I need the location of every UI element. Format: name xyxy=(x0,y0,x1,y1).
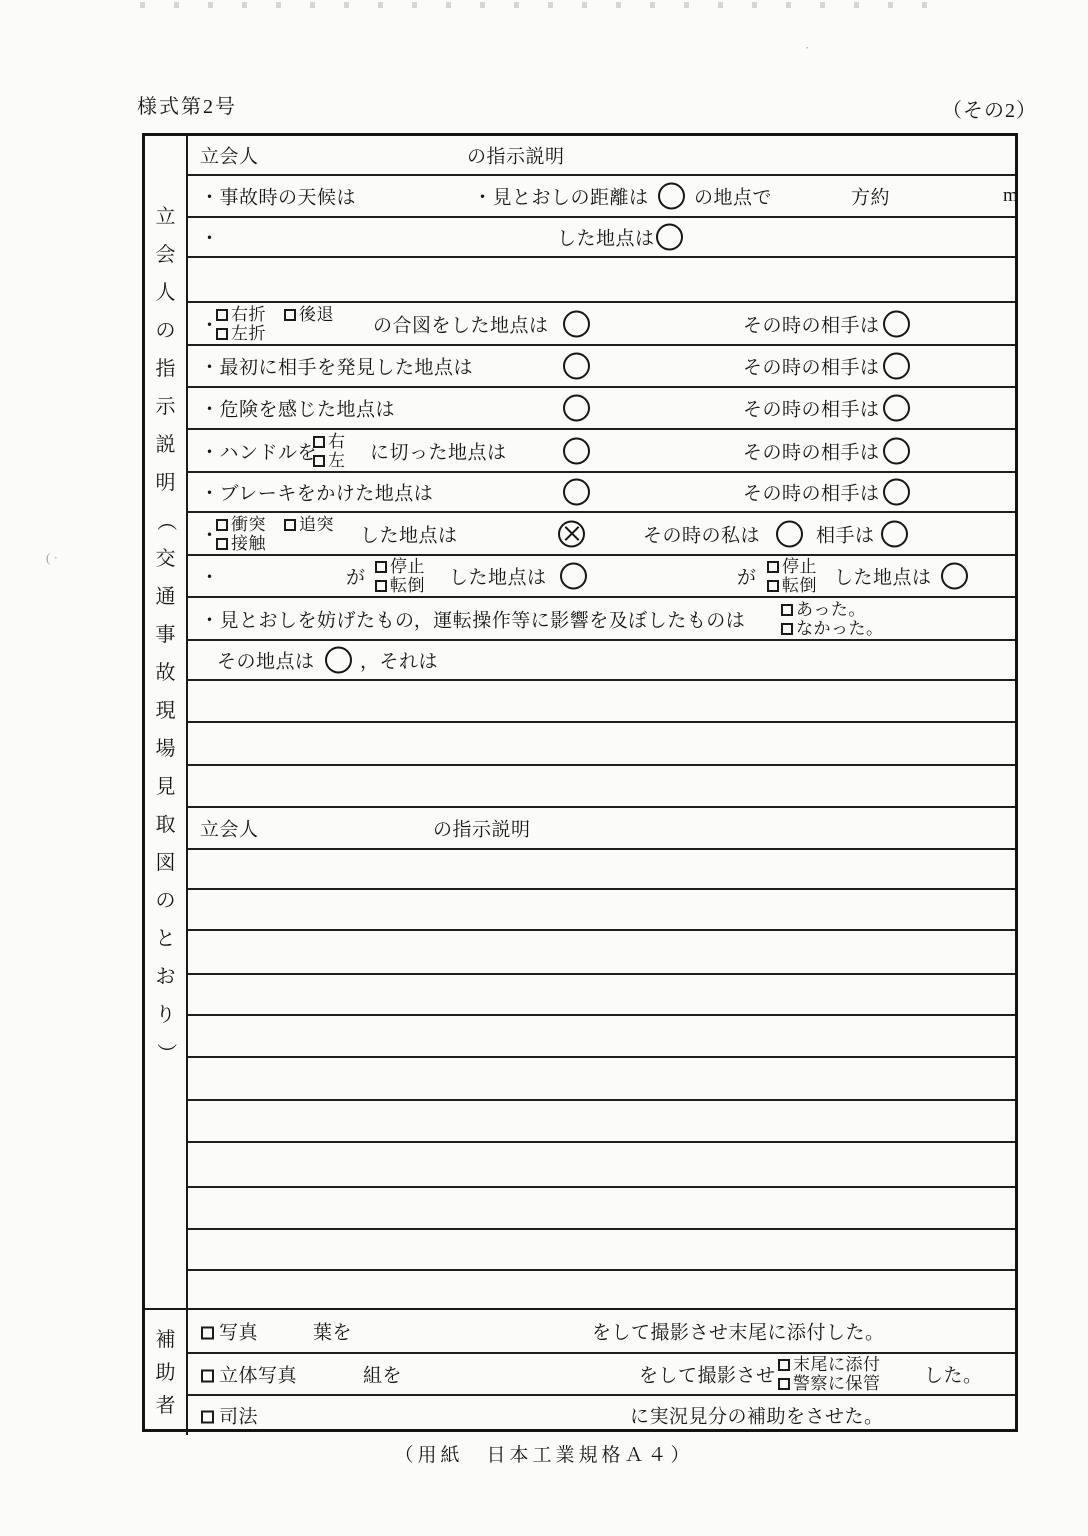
row-blank xyxy=(188,1230,1015,1271)
judicial-statement: に実況見分の補助をさせた。 xyxy=(630,1406,884,1428)
partner-label: その時の相手は xyxy=(743,315,880,336)
not-existed-label: なかった。 xyxy=(796,618,884,638)
row-blank xyxy=(188,1058,1015,1101)
row-first-discovered xyxy=(188,346,1015,388)
row-steering xyxy=(188,430,1015,473)
row-blank xyxy=(188,850,1015,890)
contact-label: 接触 xyxy=(231,533,266,553)
steer-left-label: 左 xyxy=(328,450,346,470)
row-blank xyxy=(188,1101,1015,1143)
partner-point-circle xyxy=(883,353,910,380)
that-point-suffix: ，それは xyxy=(360,651,439,673)
row-photo xyxy=(188,1310,1015,1354)
visibility-point-circle xyxy=(658,183,685,210)
form-number: 様式第2号 xyxy=(137,96,237,118)
row-stop-overturn xyxy=(188,556,1015,598)
action-point-label: した地点は xyxy=(557,228,655,250)
witness-section-vertical-label: 立 会 人 の 指 示 説 明 （ 交 通 事 故 現 場 見 取 図 の と お り ） xyxy=(145,136,188,1308)
page-number-label: （その2） xyxy=(942,100,1037,122)
partner-label: その時の相手は xyxy=(743,357,880,379)
stop-point-label-2: した地点は xyxy=(834,567,932,589)
bullet: ・ xyxy=(200,315,220,336)
checkbox-photo xyxy=(201,1327,214,1340)
bullet: ・ xyxy=(200,525,220,546)
bullet: ・ xyxy=(200,567,220,589)
witness-label: 立会人 xyxy=(200,146,259,168)
row-felt-danger xyxy=(188,388,1015,430)
stereo-statement-suffix: した。 xyxy=(924,1365,983,1387)
row-judicial xyxy=(188,1396,1015,1435)
checkbox-contact xyxy=(216,538,228,550)
stereo-storage-checkbox-group xyxy=(778,1355,881,1393)
obstruction-label: ・見とおしを妨げたもの，運転操作等に影響を及ぼしたものは xyxy=(200,610,746,631)
attach-to-end-label: 末尾に添付 xyxy=(793,1354,881,1374)
brake-label: ・ブレーキをかけた地点は xyxy=(200,483,434,505)
my-position-circle xyxy=(776,520,803,547)
checkbox-right-turn xyxy=(216,309,228,321)
assistant-section xyxy=(145,1308,1015,1435)
keep-at-police-label: 警察に保管 xyxy=(793,1373,881,1393)
steering-point-label: に切った地点は xyxy=(370,442,507,463)
checkbox-reverse xyxy=(284,309,296,321)
witness-header-suffix: の指示説明 xyxy=(433,819,531,841)
partner-label: その時の相手は xyxy=(743,399,880,421)
right-turn-label: 右折 xyxy=(231,304,266,324)
checkbox-not-existed xyxy=(781,623,793,635)
steer-right-label: 右 xyxy=(328,431,346,451)
stop-overturn-checkbox-group-2 xyxy=(767,557,817,595)
that-point-label: その地点は xyxy=(217,651,315,673)
my-position-label: その時の私は xyxy=(643,525,761,546)
steering-label: ・ハンドルを xyxy=(200,442,318,463)
row-blank xyxy=(188,890,1015,931)
first-discovered-circle xyxy=(563,353,590,380)
row-blank xyxy=(188,975,1015,1016)
action-point-circle xyxy=(656,224,683,251)
at-point-label: の地点で xyxy=(694,187,773,209)
checkbox-left-turn xyxy=(216,328,228,340)
row-blank xyxy=(188,1271,1015,1306)
row-witness-header-1 xyxy=(188,136,1015,176)
judicial-checkbox-item xyxy=(201,1402,258,1429)
stereo-statement: をして撮影させ xyxy=(639,1365,776,1387)
scan-artifact: ( · xyxy=(46,550,58,565)
scan-noise-artifact xyxy=(140,2,940,8)
row-blank xyxy=(188,681,1015,723)
partner-label: その時の相手は xyxy=(743,442,880,463)
accident-inspection-form-table xyxy=(142,133,1018,1432)
existed-label: あった。 xyxy=(796,599,866,619)
stop-point-circle-1 xyxy=(560,563,587,590)
row-blank xyxy=(188,1143,1015,1188)
brake-point-circle xyxy=(563,479,590,506)
row-witness-header-2 xyxy=(188,808,1015,850)
checkbox-keep-at-police xyxy=(778,1378,790,1390)
stop-overturn-checkbox-group-1 xyxy=(375,557,425,595)
photo-count-unit: 葉を xyxy=(313,1322,353,1344)
left-turn-label: 左折 xyxy=(231,323,266,343)
collision-label: 衝突 xyxy=(231,514,266,534)
checkbox-judicial xyxy=(201,1411,214,1424)
stop-point-circle-2 xyxy=(941,563,968,590)
direction-approx-label: 方約 xyxy=(851,187,891,209)
stopped-label-2: 停止 xyxy=(782,557,817,576)
partner-label: その時の相手は xyxy=(743,483,880,505)
partner-point-circle xyxy=(883,395,910,422)
collision-checkbox-group xyxy=(216,515,334,553)
subject-particle-1: が xyxy=(346,567,366,589)
that-point-circle xyxy=(325,647,352,674)
checkbox-stopped-2 xyxy=(767,561,779,573)
bullet: ・ xyxy=(200,228,220,250)
reverse-label: 後退 xyxy=(299,304,334,324)
subject-particle-2: が xyxy=(737,567,757,589)
overturned-label-2: 転倒 xyxy=(782,576,817,595)
stereo-photo-checkbox-item xyxy=(201,1360,297,1387)
row-blank xyxy=(188,1188,1015,1230)
meters-unit-label: m xyxy=(1003,185,1019,206)
rear-end-label: 追突 xyxy=(299,514,334,534)
witness-label: 立会人 xyxy=(200,819,259,841)
partner-point-circle xyxy=(883,437,910,464)
checkbox-stopped-1 xyxy=(375,561,387,573)
partner-point-circle xyxy=(883,310,910,337)
checkbox-attach-to-end xyxy=(778,1359,790,1371)
weather-label: ・事故時の天候は xyxy=(200,187,357,209)
checkbox-overturned-2 xyxy=(767,580,779,592)
judicial-label: 司法 xyxy=(219,1406,259,1428)
stop-point-label-1: した地点は xyxy=(449,567,547,589)
felt-danger-circle xyxy=(563,395,590,422)
row-brake xyxy=(188,473,1015,513)
stopped-label-1: 停止 xyxy=(390,557,425,576)
photo-checkbox-item xyxy=(201,1318,258,1345)
stereo-count-unit: 組を xyxy=(363,1365,403,1387)
signal-checkbox-group xyxy=(216,305,334,343)
row-obstruction xyxy=(188,598,1015,641)
steering-checkbox-group xyxy=(313,432,346,470)
witness-explanation-section xyxy=(145,136,1019,1308)
assistant-section-vertical-label: 補 助 者 xyxy=(145,1310,188,1435)
checkbox-stereo-photo xyxy=(201,1369,214,1382)
signal-point-label: の合図をした地点は xyxy=(373,315,549,336)
stereo-photo-label: 立体写真 xyxy=(219,1365,298,1387)
scan-artifact: · xyxy=(805,40,810,55)
checkbox-existed xyxy=(781,604,793,616)
partner-point-circle xyxy=(883,479,910,506)
checkbox-steer-left xyxy=(313,455,325,467)
row-blank xyxy=(188,258,1015,303)
photo-statement: をして撮影させ末尾に添付した。 xyxy=(592,1322,885,1344)
row-action-point xyxy=(188,218,1015,258)
row-blank xyxy=(188,931,1015,975)
obstruction-checkbox-group xyxy=(781,600,884,638)
checkbox-steer-right xyxy=(313,436,325,448)
visibility-label: ・見とおしの距離は xyxy=(473,187,649,209)
paper-size-note: （用紙 日本工業規格Ａ４） xyxy=(394,1445,694,1466)
row-collision xyxy=(188,513,1015,556)
checkbox-collision xyxy=(216,519,228,531)
collision-crossed-circle-icon xyxy=(558,520,585,547)
signal-point-circle xyxy=(563,310,590,337)
row-turn-signal xyxy=(188,303,1015,346)
row-that-point xyxy=(188,641,1015,681)
row-weather-visibility xyxy=(188,176,1019,218)
collision-point-label: した地点は xyxy=(360,525,458,546)
checkbox-rear-end xyxy=(284,519,296,531)
partner-point-circle xyxy=(881,520,908,547)
overturned-label-1: 転倒 xyxy=(390,576,425,595)
first-discovered-label: ・最初に相手を発見した地点は xyxy=(200,357,474,379)
felt-danger-label: ・危険を感じた地点は xyxy=(200,399,396,421)
witness-header-suffix: の指示説明 xyxy=(467,146,565,168)
row-blank xyxy=(188,1016,1015,1058)
steering-point-circle xyxy=(563,437,590,464)
checkbox-overturned-1 xyxy=(375,580,387,592)
row-blank xyxy=(188,723,1015,766)
partner-label: 相手は xyxy=(816,525,875,546)
row-stereo-photo xyxy=(188,1354,1015,1395)
photo-label: 写真 xyxy=(219,1322,259,1344)
row-blank xyxy=(188,766,1015,808)
